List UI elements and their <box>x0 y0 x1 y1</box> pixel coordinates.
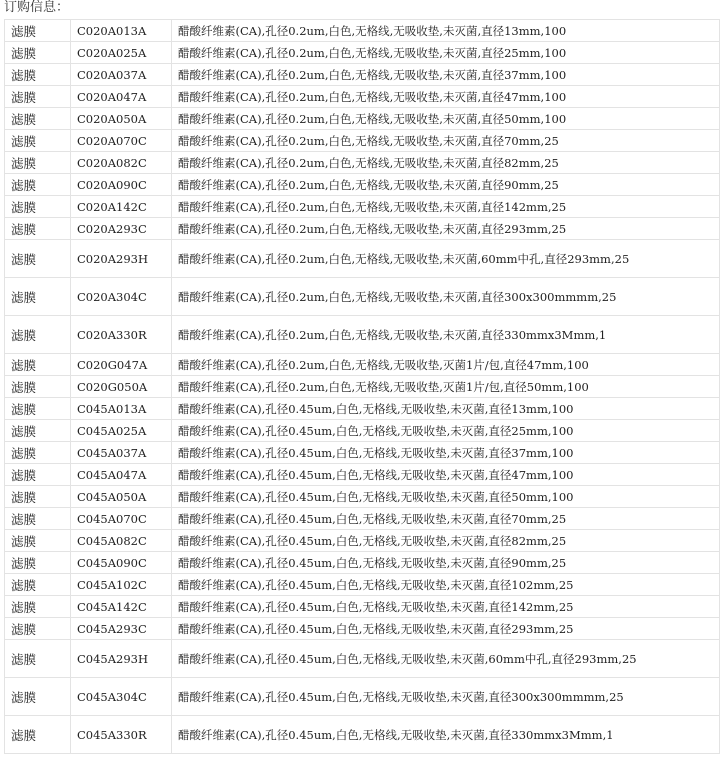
product-code-cell: C045A082C <box>71 530 172 552</box>
product-name-cell: 滤膜 <box>5 398 71 420</box>
product-name-cell: 滤膜 <box>5 530 71 552</box>
table-row <box>5 678 720 716</box>
product-description-cell: 醋酸纤维素(CA),孔径0.2um,白色,无格线,无吸收垫,未灭菌,直径50mm,100 <box>172 108 720 130</box>
table-row <box>5 530 720 552</box>
product-code-cell: C020A050A <box>71 108 172 130</box>
product-name-cell: 滤膜 <box>5 420 71 442</box>
product-description-cell: 醋酸纤维素(CA),孔径0.45um,白色,无格线,无吸收垫,未灭菌,直径47mm,100 <box>172 464 720 486</box>
table-row <box>5 86 720 108</box>
table-row <box>5 508 720 530</box>
product-name-cell: 滤膜 <box>5 354 71 376</box>
product-code-cell: C020A142C <box>71 196 172 218</box>
product-description-cell: 醋酸纤维素(CA),孔径0.2um,白色,无格线,无吸收垫,未灭菌,直径142mm,25 <box>172 196 720 218</box>
product-description-cell: 醋酸纤维素(CA),孔径0.45um,白色,无格线,无吸收垫,未灭菌,直径25mm,100 <box>172 420 720 442</box>
table-row <box>5 64 720 86</box>
table-row <box>5 174 720 196</box>
table-row <box>5 464 720 486</box>
product-code-cell: C020A293H <box>71 240 172 278</box>
table-row <box>5 486 720 508</box>
product-code-cell: C045A304C <box>71 678 172 716</box>
product-description-cell: 醋酸纤维素(CA),孔径0.45um,白色,无格线,无吸收垫,未灭菌,直径102mm,25 <box>172 574 720 596</box>
table-row <box>5 716 720 754</box>
table-row <box>5 596 720 618</box>
table-row <box>5 354 720 376</box>
product-description-cell: 醋酸纤维素(CA),孔径0.2um,白色,无格线,无吸收垫,灭菌1片/包,直径50mm,100 <box>172 376 720 398</box>
product-code-cell: C020A037A <box>71 64 172 86</box>
product-name-cell: 滤膜 <box>5 376 71 398</box>
product-code-cell: C020A047A <box>71 86 172 108</box>
product-code-cell: C020A090C <box>71 174 172 196</box>
product-name-cell: 滤膜 <box>5 596 71 618</box>
product-name-cell: 滤膜 <box>5 574 71 596</box>
table-row <box>5 218 720 240</box>
product-name-cell: 滤膜 <box>5 240 71 278</box>
product-code-cell: C045A293H <box>71 640 172 678</box>
table-row <box>5 108 720 130</box>
product-name-cell: 滤膜 <box>5 86 71 108</box>
product-name-cell: 滤膜 <box>5 218 71 240</box>
product-description-cell: 醋酸纤维素(CA),孔径0.45um,白色,无格线,无吸收垫,未灭菌,直径293mm,25 <box>172 618 720 640</box>
product-code-cell: C020A304C <box>71 278 172 316</box>
table-row <box>5 552 720 574</box>
table-row <box>5 442 720 464</box>
product-code-cell: C020G050A <box>71 376 172 398</box>
order-info-heading: 订购信息： <box>4 0 70 15</box>
product-name-cell: 滤膜 <box>5 508 71 530</box>
product-description-cell: 醋酸纤维素(CA),孔径0.2um,白色,无格线,无吸收垫,未灭菌,直径293mm,25 <box>172 218 720 240</box>
product-description-cell: 醋酸纤维素(CA),孔径0.2um,白色,无格线,无吸收垫,灭菌1片/包,直径47mm,100 <box>172 354 720 376</box>
product-code-cell: C045A050A <box>71 486 172 508</box>
table-row <box>5 618 720 640</box>
product-description-cell: 醋酸纤维素(CA),孔径0.45um,白色,无格线,无吸收垫,未灭菌,直径90mm,25 <box>172 552 720 574</box>
product-name-cell: 滤膜 <box>5 42 71 64</box>
product-code-cell: C045A070C <box>71 508 172 530</box>
product-description-cell: 醋酸纤维素(CA),孔径0.2um,白色,无格线,无吸收垫,未灭菌,直径13mm,100 <box>172 20 720 42</box>
table-row <box>5 316 720 354</box>
product-code-cell: C020A013A <box>71 20 172 42</box>
product-description-cell: 醋酸纤维素(CA),孔径0.45um,白色,无格线,无吸收垫,未灭菌,直径50mm,100 <box>172 486 720 508</box>
table-row <box>5 640 720 678</box>
product-code-cell: C045A025A <box>71 420 172 442</box>
table-row <box>5 130 720 152</box>
product-code-cell: C020A070C <box>71 130 172 152</box>
product-name-cell: 滤膜 <box>5 316 71 354</box>
product-description-cell: 醋酸纤维素(CA),孔径0.2um,白色,无格线,无吸收垫,未灭菌,直径25mm,100 <box>172 42 720 64</box>
table-row <box>5 278 720 316</box>
product-description-cell: 醋酸纤维素(CA),孔径0.2um,白色,无格线,无吸收垫,未灭菌,60mm中孔,直径293mm,25 <box>172 240 720 278</box>
product-description-cell: 醋酸纤维素(CA),孔径0.45um,白色,无格线,无吸收垫,未灭菌,直径13mm,100 <box>172 398 720 420</box>
product-code-cell: C045A330R <box>71 716 172 754</box>
order-table <box>4 19 720 754</box>
product-code-cell: C045A013A <box>71 398 172 420</box>
table-row <box>5 420 720 442</box>
product-code-cell: C045A293C <box>71 618 172 640</box>
product-description-cell: 醋酸纤维素(CA),孔径0.45um,白色,无格线,无吸收垫,未灭菌,直径330mmx3Mmm,1 <box>172 716 720 754</box>
product-description-cell: 醋酸纤维素(CA),孔径0.45um,白色,无格线,无吸收垫,未灭菌,直径82mm,25 <box>172 530 720 552</box>
product-name-cell: 滤膜 <box>5 64 71 86</box>
product-name-cell: 滤膜 <box>5 174 71 196</box>
product-description-cell: 醋酸纤维素(CA),孔径0.2um,白色,无格线,无吸收垫,未灭菌,直径47mm,100 <box>172 86 720 108</box>
product-description-cell: 醋酸纤维素(CA),孔径0.45um,白色,无格线,无吸收垫,未灭菌,直径300x300mmmm,25 <box>172 678 720 716</box>
product-code-cell: C020A082C <box>71 152 172 174</box>
product-name-cell: 滤膜 <box>5 716 71 754</box>
table-row <box>5 398 720 420</box>
table-row <box>5 574 720 596</box>
product-name-cell: 滤膜 <box>5 108 71 130</box>
product-description-cell: 醋酸纤维素(CA),孔径0.45um,白色,无格线,无吸收垫,未灭菌,直径37mm,100 <box>172 442 720 464</box>
product-name-cell: 滤膜 <box>5 486 71 508</box>
product-name-cell: 滤膜 <box>5 618 71 640</box>
product-code-cell: C045A047A <box>71 464 172 486</box>
product-code-cell: C045A037A <box>71 442 172 464</box>
product-code-cell: C020A293C <box>71 218 172 240</box>
product-description-cell: 醋酸纤维素(CA),孔径0.2um,白色,无格线,无吸收垫,未灭菌,直径300x300mmmm,25 <box>172 278 720 316</box>
product-code-cell: C020A330R <box>71 316 172 354</box>
product-name-cell: 滤膜 <box>5 278 71 316</box>
product-description-cell: 醋酸纤维素(CA),孔径0.2um,白色,无格线,无吸收垫,未灭菌,直径82mm,25 <box>172 152 720 174</box>
table-row <box>5 20 720 42</box>
product-code-cell: C045A090C <box>71 552 172 574</box>
product-description-cell: 醋酸纤维素(CA),孔径0.2um,白色,无格线,无吸收垫,未灭菌,直径37mm,100 <box>172 64 720 86</box>
product-code-cell: C020G047A <box>71 354 172 376</box>
table-row <box>5 376 720 398</box>
product-description-cell: 醋酸纤维素(CA),孔径0.45um,白色,无格线,无吸收垫,未灭菌,直径70mm,25 <box>172 508 720 530</box>
product-code-cell: C020A025A <box>71 42 172 64</box>
table-row <box>5 152 720 174</box>
product-name-cell: 滤膜 <box>5 152 71 174</box>
product-code-cell: C045A142C <box>71 596 172 618</box>
table-row <box>5 240 720 278</box>
product-description-cell: 醋酸纤维素(CA),孔径0.2um,白色,无格线,无吸收垫,未灭菌,直径90mm,25 <box>172 174 720 196</box>
product-name-cell: 滤膜 <box>5 552 71 574</box>
product-description-cell: 醋酸纤维素(CA),孔径0.2um,白色,无格线,无吸收垫,未灭菌,直径330mmx3Mmm,1 <box>172 316 720 354</box>
product-name-cell: 滤膜 <box>5 442 71 464</box>
order-table-body <box>5 20 720 754</box>
product-description-cell: 醋酸纤维素(CA),孔径0.45um,白色,无格线,无吸收垫,未灭菌,直径142mm,25 <box>172 596 720 618</box>
product-name-cell: 滤膜 <box>5 20 71 42</box>
table-row <box>5 42 720 64</box>
product-name-cell: 滤膜 <box>5 464 71 486</box>
product-description-cell: 醋酸纤维素(CA),孔径0.45um,白色,无格线,无吸收垫,未灭菌,60mm中孔,直径293mm,25 <box>172 640 720 678</box>
product-name-cell: 滤膜 <box>5 130 71 152</box>
product-name-cell: 滤膜 <box>5 196 71 218</box>
product-code-cell: C045A102C <box>71 574 172 596</box>
product-name-cell: 滤膜 <box>5 640 71 678</box>
product-name-cell: 滤膜 <box>5 678 71 716</box>
table-row <box>5 196 720 218</box>
product-description-cell: 醋酸纤维素(CA),孔径0.2um,白色,无格线,无吸收垫,未灭菌,直径70mm,25 <box>172 130 720 152</box>
